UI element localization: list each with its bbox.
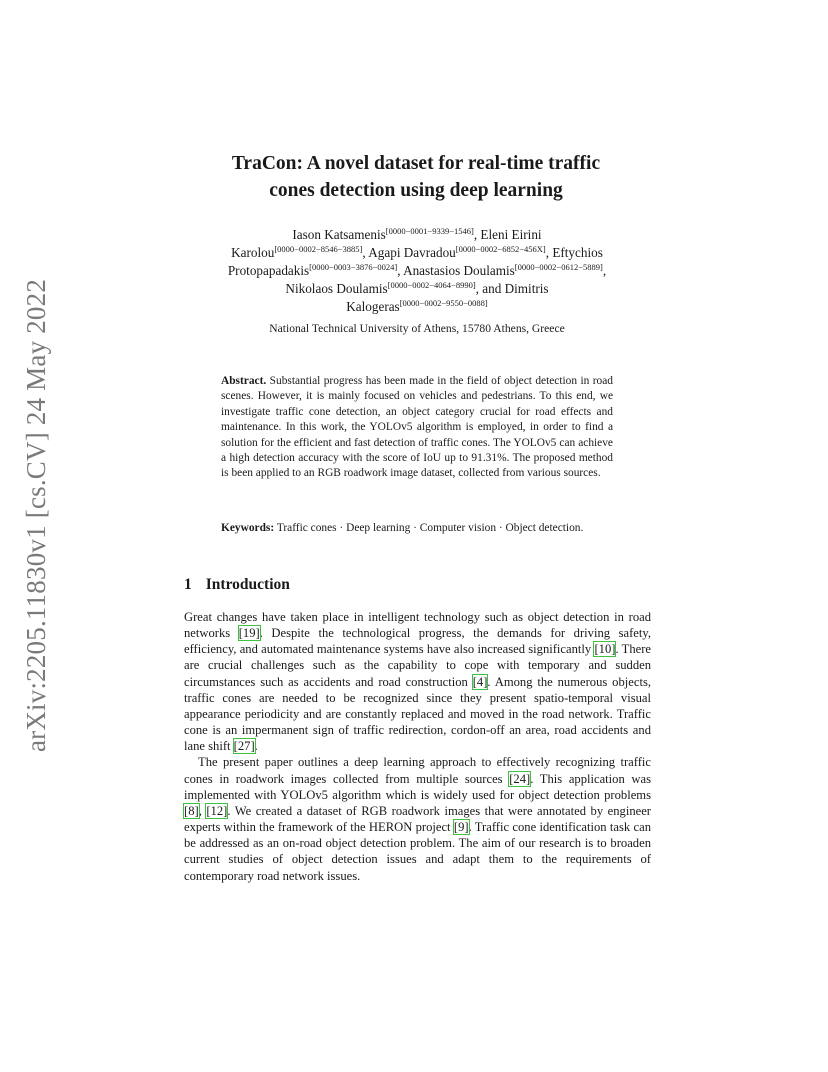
author-separator: , Eftychios xyxy=(545,245,603,260)
paragraph xyxy=(184,754,651,883)
abstract-label: Abstract. xyxy=(221,375,267,387)
arxiv-side-stamp xyxy=(20,270,54,760)
paragraph-text: . There are crucial challenges such as the capability to cope with temporary and sudden circumstances such as accidents and road construction xyxy=(184,642,651,689)
orcid-id: [0000−0002−0612−5889] xyxy=(514,262,603,272)
section-body xyxy=(184,609,651,884)
paragraph-text: . xyxy=(254,739,258,754)
author-name: Protopapadakis xyxy=(227,263,310,278)
author-name: Nikolaos Doulamis xyxy=(285,281,388,296)
keywords-text: Traffic cones · Deep learning · Computer vision · Object detection. xyxy=(276,522,584,534)
paragraph-text: . We created a dataset of RGB roadwork images that were annotated by engineer experts within the framework of the HERON project xyxy=(184,803,651,835)
paragraph-text: , xyxy=(198,803,207,818)
paragraph-text: . Traffic cone identification task can be addressed as an on-road object detection problem. The aim of our research is to broaden current studies of object detection issues and adapt them to the requirements of contemporary road network issues. xyxy=(184,820,651,883)
orcid-id: [0000−0002−6852−456X] xyxy=(455,244,546,254)
orcid-id: [0000−0002−8546−3885] xyxy=(274,244,363,254)
orcid-id: [0000−0002−4064−8990] xyxy=(387,280,476,290)
author-name: Karolou xyxy=(231,245,275,260)
author-name: Kalogeras xyxy=(346,299,400,314)
paragraph-text: . This application was implemented with YOLOv5 algorithm which is widely used for object detection problems xyxy=(184,771,651,802)
author-separator: , Eleni Eirini xyxy=(473,227,542,242)
arxiv-identifier: arXiv:2205.11830v1 [cs.CV] 24 May 2022 xyxy=(21,278,52,752)
citation-link[interactable]: [4] xyxy=(472,674,488,689)
citation-link[interactable]: [9] xyxy=(453,820,469,835)
title-line-2: cones detection using deep learning xyxy=(269,180,563,201)
author-separator: , xyxy=(602,263,607,278)
citation-link[interactable]: [8] xyxy=(184,803,199,818)
citation-link[interactable]: [10] xyxy=(594,642,616,657)
paragraph-text: . Despite the technological progress, the demands for driving safety, efficiency, and automated maintenance systems have also increased significantly xyxy=(184,626,651,657)
affiliation: National Technical University of Athens, 15780 Athens, Greece xyxy=(269,322,565,335)
paragraph-text: The present paper outlines a deep learning approach to effectively recognizing traffic cones in roadwork images collected from multiple sources xyxy=(184,755,651,786)
paragraph xyxy=(184,609,651,754)
citation-link[interactable]: [27] xyxy=(233,739,255,754)
citation-link[interactable]: [24] xyxy=(509,771,531,786)
abstract xyxy=(221,374,613,482)
author-list xyxy=(176,226,658,316)
paragraph-text: Great changes have taken place in intelligent technology such as object detection in road networks xyxy=(184,610,651,641)
orcid-id: [0000−0003−3876−0024] xyxy=(309,262,398,272)
section-title: Introduction xyxy=(205,576,290,593)
keywords xyxy=(221,521,613,536)
author-separator: , and Dimitris xyxy=(475,281,549,296)
author-separator: , Anastasios Doulamis xyxy=(397,263,515,278)
author-name: Iason Katsamenis xyxy=(292,227,386,242)
orcid-id: [0000−0002−9550−0088] xyxy=(399,298,488,308)
abstract-text: Substantial progress has been made in the field of object detection in road scenes. However, it is mainly focused on vehicles and pedestrians. To this end, we investigate traffic cone detection, an object category crucial for road effects and maintenance. In this work, the YOLOv5 algorithm is employed, in order to find a solution for the efficient and fast detection of traffic cones. The YOLOv5 can achieve a high detection accuracy with the score of IoU up to 91.31%. The proposed method is been applied to an RGB roadwork image dataset, collected from various sources. xyxy=(221,375,613,480)
citation-link[interactable]: [12] xyxy=(206,803,228,818)
paper-title xyxy=(170,150,662,204)
orcid-id: [0000−0001−9339−1546] xyxy=(385,226,474,236)
paragraph-text: . Among the numerous objects, traffic cones are needed to be recognized since they present spatio-temporal visual appearance periodicity and are constantly replaced and moved in the road network. Traffic cone is an impermanent sign of traffic redirection, cordon-off an area, road accidents and lane shift xyxy=(184,674,651,754)
section-number: 1 xyxy=(184,576,192,593)
citation-link[interactable]: [19] xyxy=(238,626,260,641)
author-separator: , Agapi Davradou xyxy=(362,245,456,260)
section-heading xyxy=(184,576,290,594)
title-line-1: TraCon: A novel dataset for real-time traffic xyxy=(231,153,601,174)
keywords-label: Keywords: xyxy=(221,522,275,534)
